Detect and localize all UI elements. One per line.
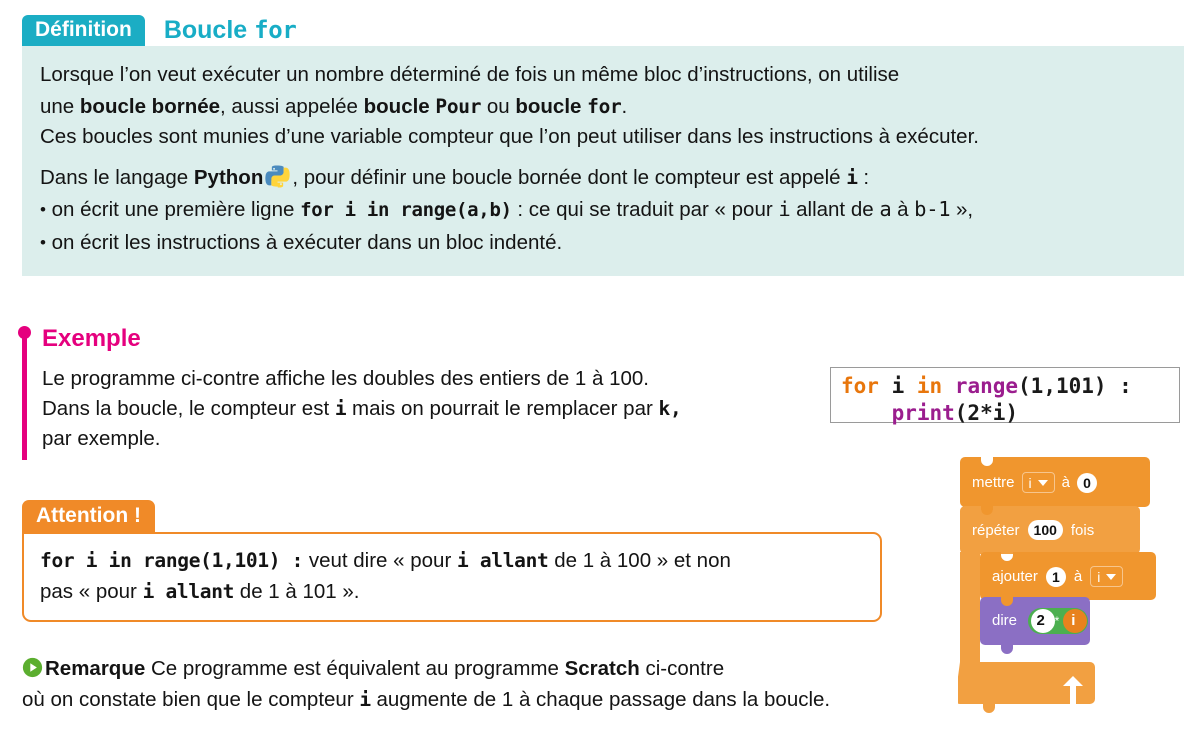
definition-title-code: for	[254, 16, 297, 44]
def-p4-i: i	[846, 166, 858, 190]
def-p2-pour: Pour	[435, 95, 482, 119]
def-p4-c: , pour définir une boucle bornée dont le compteur est appelé	[292, 166, 847, 190]
bullet1-e: »,	[950, 198, 974, 222]
code-keyword-in: in	[916, 374, 943, 398]
example-dot-icon	[18, 326, 31, 339]
attention-line-2	[40, 577, 866, 608]
def-p2-f: ou	[481, 95, 516, 119]
scratch-set-row	[972, 472, 1097, 493]
scratch-change-value[interactable]: 1	[1046, 567, 1066, 587]
play-circle-icon	[22, 657, 43, 678]
scratch-set-variable: i	[1028, 474, 1032, 491]
scratch-repeat-suffix: fois	[1070, 521, 1095, 539]
scratch-c-arm	[960, 552, 980, 674]
scratch-program	[958, 456, 1190, 724]
rem-l2-i: i	[359, 687, 371, 711]
def-p2-g: boucle	[515, 95, 588, 119]
bullet1-b-var: b-1	[914, 197, 951, 222]
def-p2-i: .	[621, 95, 628, 119]
python-logo-icon	[264, 163, 291, 190]
bullet1-i: i	[778, 197, 791, 222]
bullet1-a-var: a	[879, 197, 892, 222]
att-l2-code: i allant	[142, 579, 235, 603]
bullet2-text: on écrit les instructions à exécuter dans un bloc indenté.	[51, 230, 563, 254]
code-args-print: (2*i)	[954, 400, 1018, 425]
code-var-i: i	[878, 374, 917, 398]
scratch-say-label: dire	[992, 612, 1018, 629]
example-rail	[22, 332, 27, 460]
def-p2-for: for	[587, 95, 622, 119]
definition-title	[164, 16, 297, 46]
definition-paragraph-4	[40, 163, 1166, 192]
definition-paragraph-2	[40, 92, 1166, 121]
att-l1-code2: i allant	[456, 549, 549, 573]
example-title: Exemple	[42, 325, 141, 352]
definition-body	[22, 46, 1184, 276]
ex-l2-a: Dans la boucle, le compteur est	[42, 397, 335, 421]
att-l2-a: pas « pour	[40, 579, 143, 603]
code-args-range: (1,101) :	[1018, 374, 1132, 398]
att-l1-a: veut dire « pour	[303, 549, 457, 573]
bullet1-c: allant de	[790, 198, 880, 222]
example-line-1: Le programme ci-contre affiche les doubles des entiers de 1 à 100.	[42, 367, 650, 391]
def-p4-e: :	[857, 166, 870, 190]
definition-paragraph-1: Lorsque l’on veut exécuter un nombre déterminé de fois un même bloc d’instructions, on utilise	[40, 63, 900, 86]
example-text	[42, 364, 822, 453]
remarque-line-1	[22, 654, 952, 685]
chevron-down-icon	[1038, 480, 1048, 486]
bullet1-code: for i in range(a,b)	[300, 199, 512, 222]
bullet1-b: : ce qui se traduit par « pour	[511, 198, 779, 222]
scratch-set-middle: à	[1061, 474, 1070, 491]
example-line-2	[42, 394, 822, 424]
rem-l2-b: augmente de 1 à chaque passage dans la boucle.	[370, 687, 831, 711]
rem-l2-a: où on constate bien que le compteur	[22, 687, 360, 711]
ex-l2-b: mais on pourrait le remplacer par	[346, 397, 659, 421]
attention-callout	[22, 500, 882, 622]
scratch-operator-row	[1027, 612, 1087, 629]
scratch-repeat-value[interactable]: 100	[1028, 520, 1063, 540]
att-l1-b: de 1 à 100 » et non	[548, 549, 731, 573]
definition-paragraph-3: Ces boucles sont munies d’une variable compteur que l’on peut utiliser dans les instructions à exécuter.	[40, 125, 979, 149]
scratch-change-label: ajouter	[992, 568, 1038, 585]
scratch-operand-1: 2	[1036, 612, 1045, 629]
attention-tab: Attention !	[22, 500, 155, 533]
chevron-down-icon	[1106, 574, 1116, 580]
ex-l2-i: i	[334, 397, 347, 421]
rem-a: Ce programme est équivalent au programme	[145, 657, 565, 680]
scratch-operand-2: i	[1071, 612, 1076, 629]
scratch-set-label: mettre	[972, 474, 1015, 491]
example-section	[22, 326, 822, 454]
definition-badge: Définition	[22, 15, 145, 46]
ex-l2-k: k,	[658, 397, 682, 421]
scratch-set-value[interactable]: 0	[1077, 473, 1097, 493]
definition-card	[22, 12, 1184, 276]
scratch-change-row	[992, 566, 1123, 587]
att-l1-code: for i in range(1,101) :	[40, 549, 304, 573]
rem-scratch: Scratch	[564, 657, 640, 680]
example-line-3: par exemple.	[42, 426, 161, 450]
remarque-label: Remarque	[45, 657, 146, 680]
python-code-box	[830, 367, 1180, 423]
scratch-set-variable-dropdown[interactable]	[1022, 472, 1055, 493]
bullet-dot-icon: •	[40, 232, 46, 252]
scratch-blocks-svg	[958, 456, 1190, 724]
code-keyword-for: for	[841, 374, 879, 398]
bullet-dot-icon: •	[40, 200, 46, 220]
def-p4-python: Python	[193, 166, 264, 190]
def-p2-a: une	[40, 95, 80, 119]
code-function-range: range	[942, 374, 1019, 398]
attention-body	[22, 532, 882, 622]
def-p2-c: , aussi appelée	[220, 95, 364, 119]
scratch-say-row	[992, 612, 1087, 629]
def-p4-a: Dans le langage	[40, 166, 194, 190]
remarque-section	[22, 654, 952, 716]
def-p2-bold: boucle bornée	[79, 95, 221, 119]
definition-header	[22, 12, 1184, 46]
scratch-change-variable-dropdown[interactable]	[1090, 566, 1123, 587]
bullet1-a: on écrit une première ligne	[51, 198, 301, 222]
def-p2-d: boucle	[363, 95, 436, 119]
rem-b: ci-contre	[639, 657, 725, 680]
scratch-repeat-row	[972, 520, 1094, 540]
scratch-operator-symbol: *	[1054, 613, 1060, 628]
remarque-line-2	[22, 685, 952, 716]
scratch-change-variable: i	[1097, 568, 1101, 585]
code-function-print: print	[891, 400, 955, 425]
att-l2-b: de 1 à 101 ».	[234, 579, 360, 603]
spacer	[40, 154, 1166, 163]
scratch-change-middle: à	[1073, 568, 1083, 585]
definition-bullet-1	[40, 195, 1166, 224]
definition-bullet-2	[40, 228, 1166, 257]
scratch-repeat-label: répéter	[972, 521, 1020, 539]
definition-title-plain: Boucle	[163, 16, 255, 44]
bullet1-d: à	[891, 198, 915, 222]
attention-line-1	[40, 546, 866, 577]
